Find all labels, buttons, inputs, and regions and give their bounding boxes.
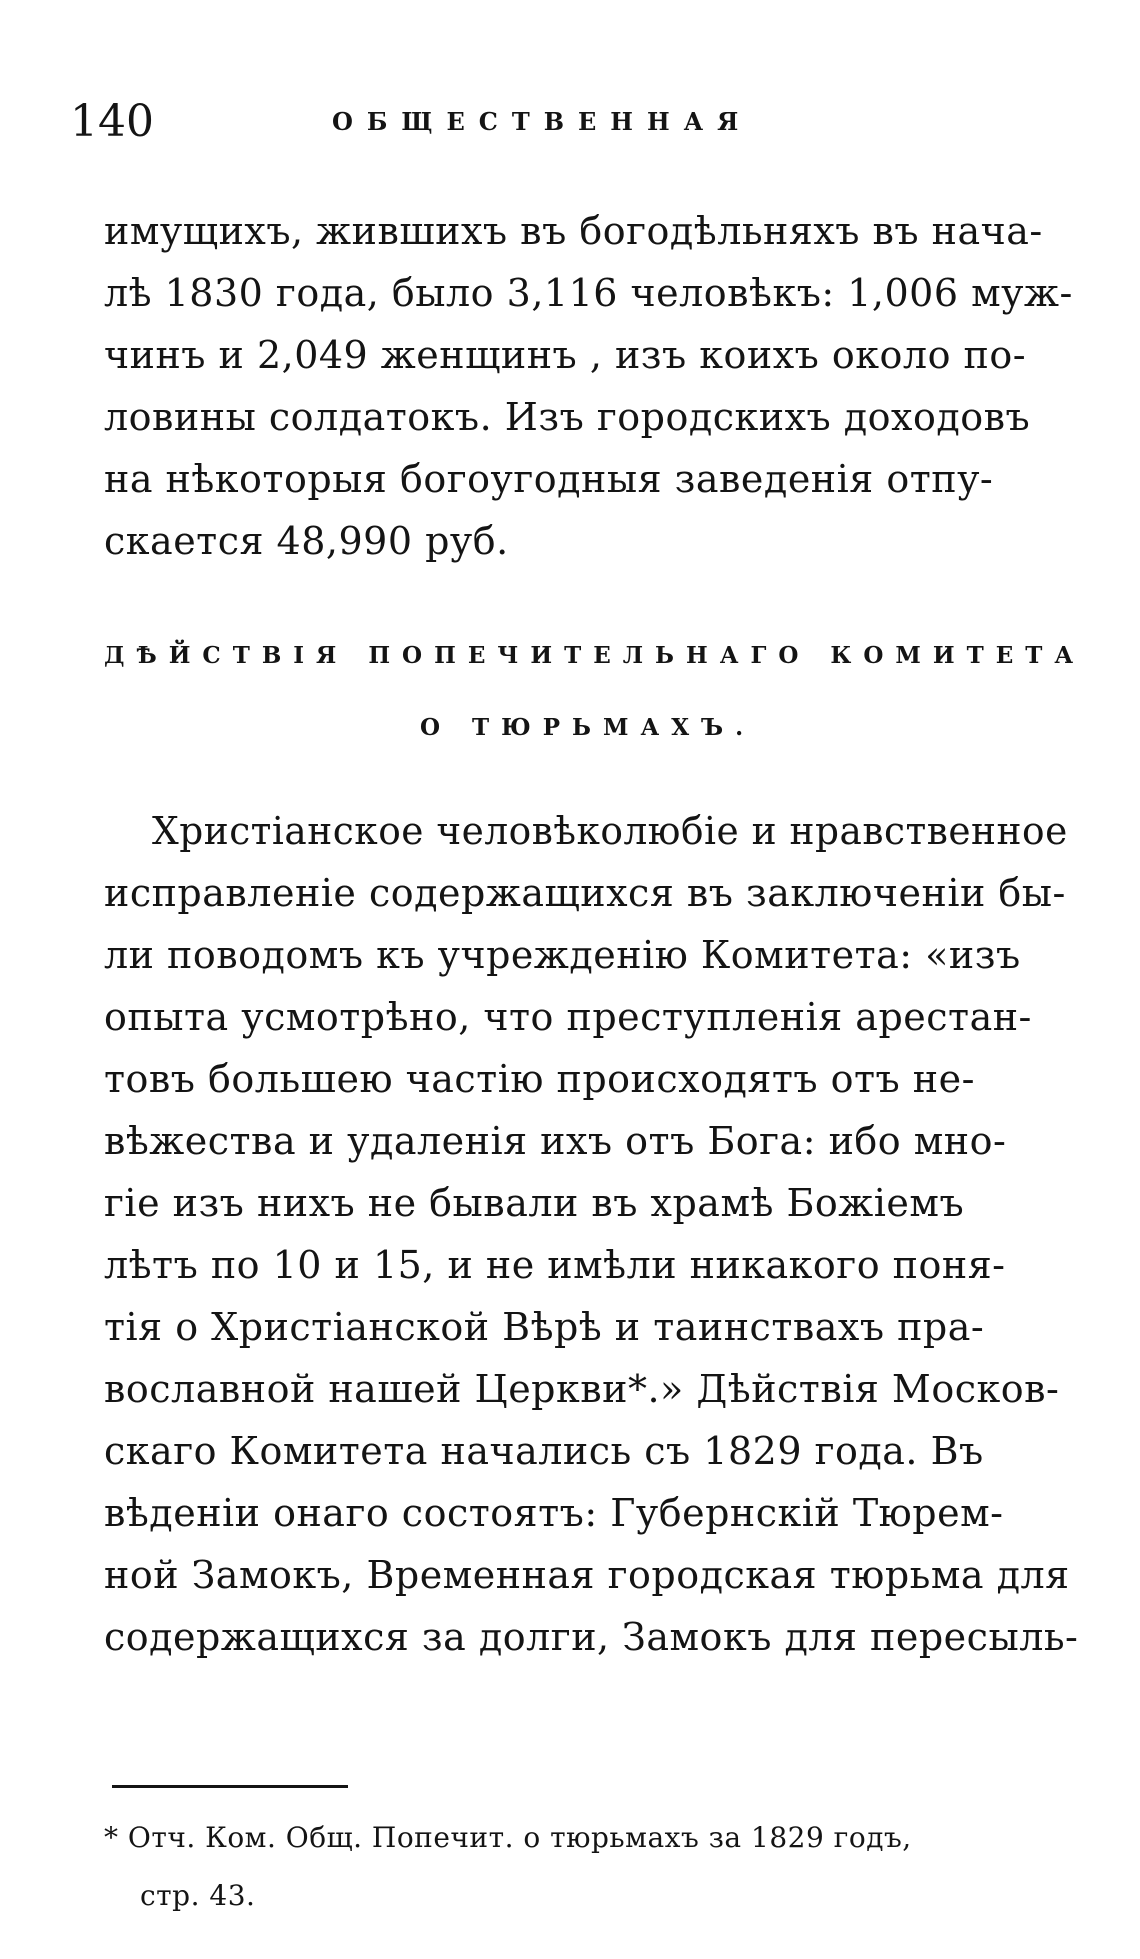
text-line: исправленіе содержащихся въ заключеніи бы- — [104, 871, 1066, 915]
text-line: чинъ и 2,049 женщинъ , изъ коихъ около по- — [104, 333, 1027, 377]
text-line: ной Замокъ, Временная городская тюрьма для — [104, 1553, 1070, 1597]
text-line: гіе изъ нихъ не бывали въ храмѣ Божіемъ — [104, 1181, 965, 1225]
text-line: вославной нашей Церкви*.» Дѣйствія Москов- — [104, 1367, 1060, 1411]
text-line: скается 48,990 руб. — [104, 519, 509, 563]
running-head: ОБЩЕСТВЕННАЯ — [332, 107, 753, 136]
footnote-rule — [112, 1785, 348, 1788]
text-line: лѣ 1830 года, было 3,116 человѣкъ: 1,006 муж- — [104, 271, 1073, 315]
page-number: 140 — [70, 96, 154, 147]
text-line: вѣжества и удаленія ихъ отъ Бога: ибо мно- — [104, 1119, 1007, 1163]
footnote-line-1: * Отч. Ком. Общ. Попечит. о тюрьмахъ за 1829 годъ, — [104, 1821, 912, 1854]
footnote-line-2: стр. 43. — [140, 1879, 256, 1912]
section-heading-line-1: ДѢЙСТВІЯ ПОПЕЧИТЕЛЬНАГО КОМИТЕТА — [104, 642, 1086, 669]
text-line: Христіанское человѣколюбіе и нравственное — [152, 809, 1068, 853]
text-line: ли поводомъ къ учрежденію Комитета: «изъ — [104, 933, 1021, 977]
text-line: имущихъ, жившихъ въ богодѣльняхъ въ нача- — [104, 209, 1043, 253]
text-line: на нѣкоторыя богоугодныя заведенія отпу- — [104, 457, 994, 501]
text-line: лѣтъ по 10 и 15, и не имѣли никакого поня- — [104, 1243, 1006, 1287]
text-line: содержащихся за долги, Замокъ для пересыль- — [104, 1615, 1079, 1659]
section-heading-line-2: О ТЮРЬМАХЪ. — [420, 714, 756, 741]
text-line: вѣденіи онаго состоятъ: Губернскій Тюрем- — [104, 1491, 1004, 1535]
text-line: тія о Христіанской Вѣрѣ и таинствахъ пра- — [104, 1305, 985, 1349]
text-line: ловины солдатокъ. Изъ городскихъ доходовъ — [104, 395, 1031, 439]
text-line: опыта усмотрѣно, что преступленія арестан- — [104, 995, 1032, 1039]
text-line: товъ большею частію происходятъ отъ не- — [104, 1057, 975, 1101]
page-header — [70, 92, 1070, 152]
text-line: скаго Комитета начались съ 1829 года. Въ — [104, 1429, 984, 1473]
